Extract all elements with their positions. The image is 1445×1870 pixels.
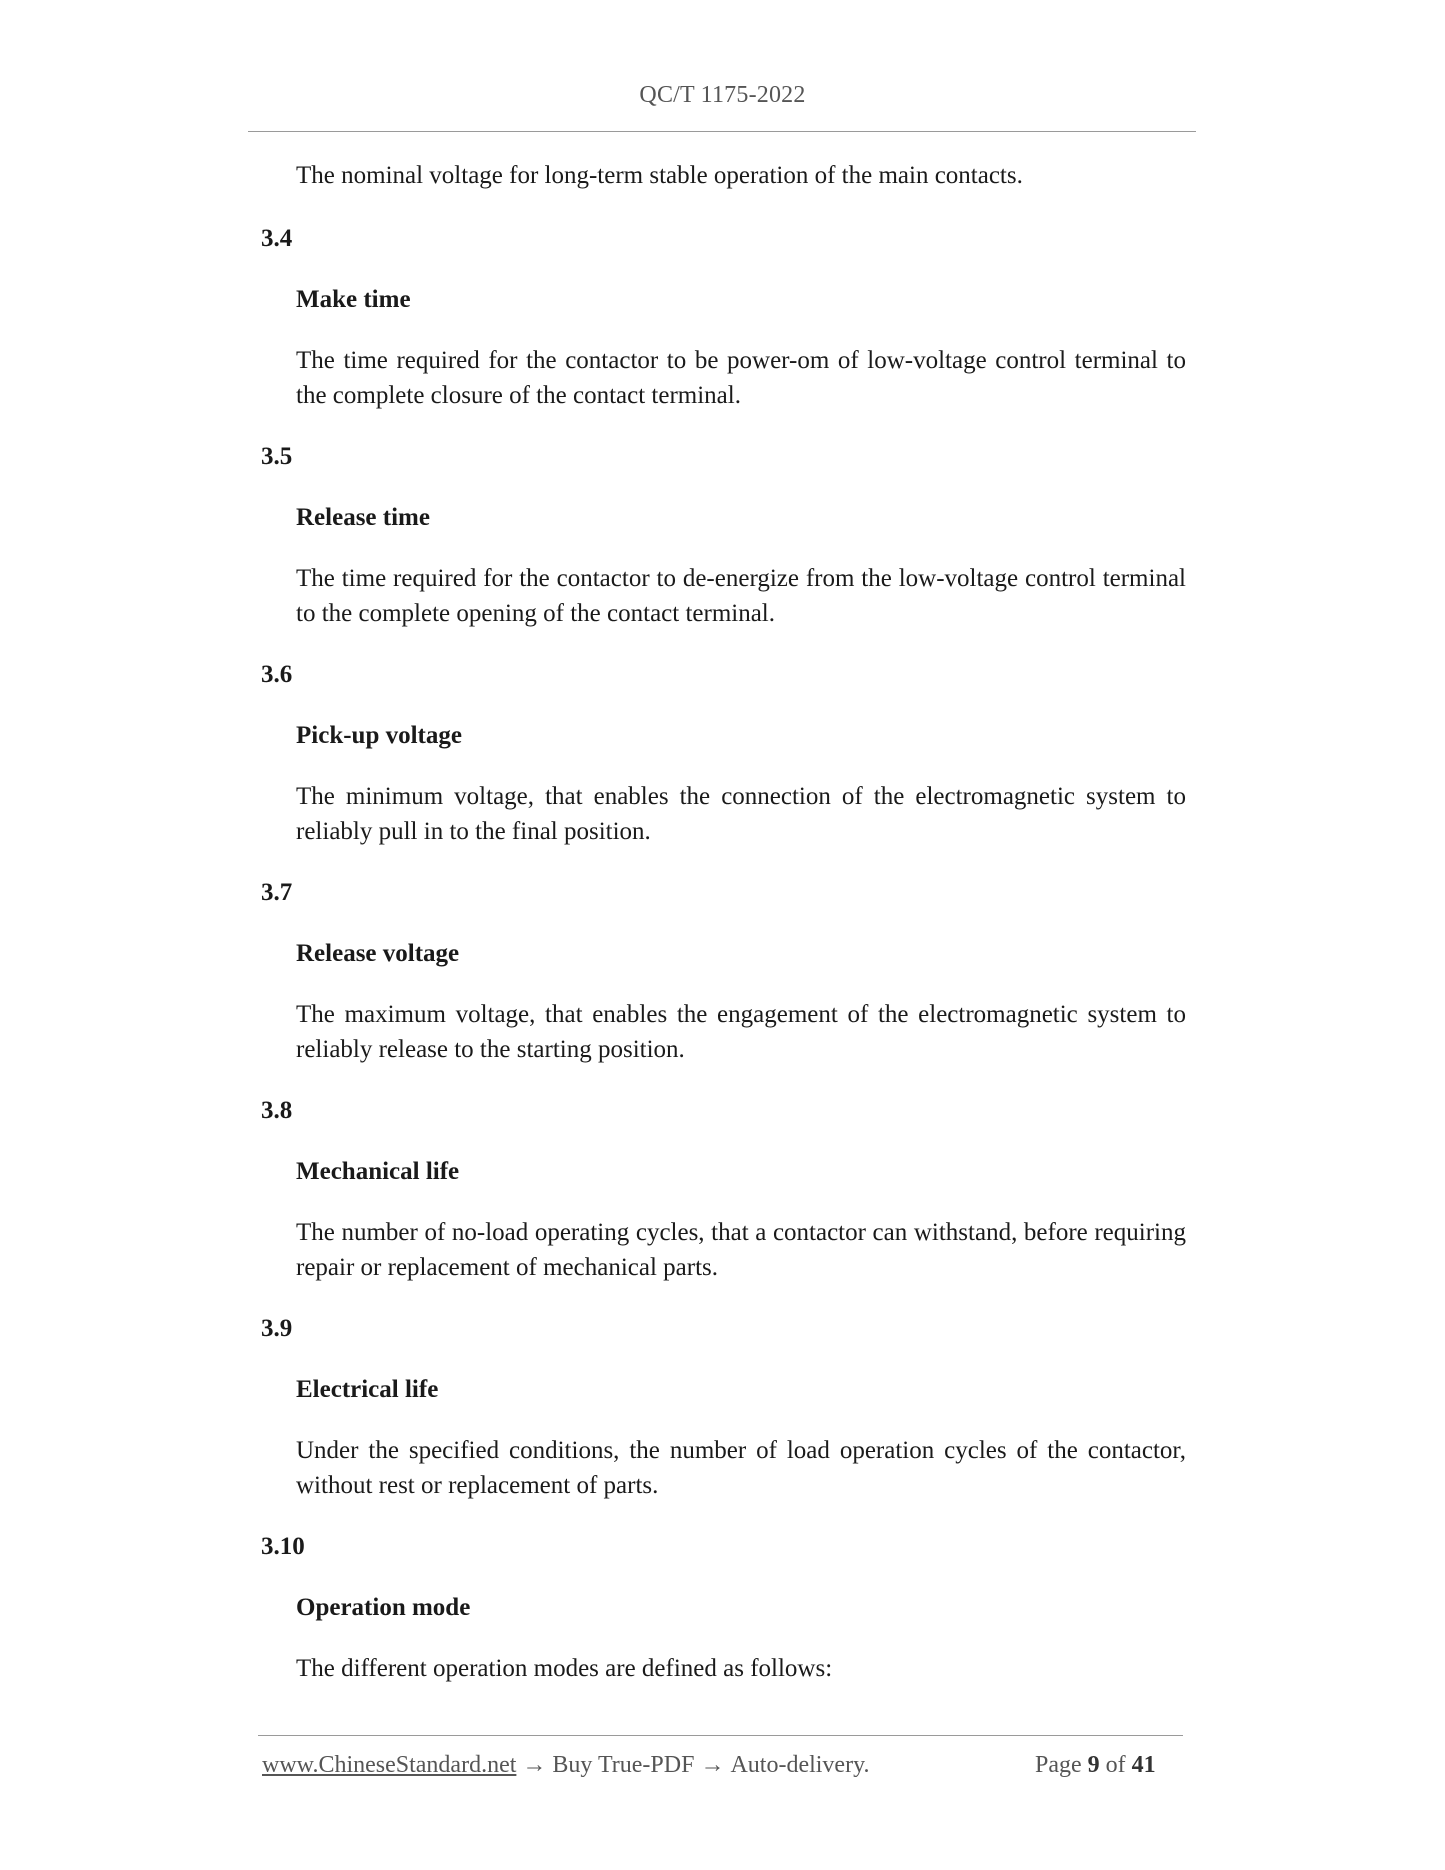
auto-delivery-text: Auto-delivery. xyxy=(730,1752,870,1778)
term-definition: The time required for the contactor to be power-om of low-voltage control terminal to the complete closure of the contact terminal. xyxy=(296,347,1186,409)
term-definition: The number of no-load operating cycles, that a contactor can withstand, before requiring repair or replacement of mechanical parts. xyxy=(296,1219,1186,1281)
term-definition: Under the specified conditions, the number of load operation cycles of the contactor, without rest or replacement of parts. xyxy=(296,1437,1186,1499)
term-heading: Mechanical life xyxy=(296,1158,460,1185)
footer-links xyxy=(262,1752,870,1779)
term-definition: The maximum voltage, that enables the engagement of the electromagnetic system to reliably release to the starting position. xyxy=(296,1001,1186,1063)
term-heading: Make time xyxy=(296,286,411,313)
term-definition: The time required for the contactor to de-energize from the low-voltage control terminal to the complete opening of the contact terminal. xyxy=(296,565,1186,627)
clause-number: 3.5 xyxy=(261,443,293,470)
term-heading: Pick-up voltage xyxy=(296,722,462,749)
arrow-right-icon: → xyxy=(700,1752,725,1778)
buy-true-pdf-text: Buy True-PDF xyxy=(552,1752,695,1778)
clause-number: 3.6 xyxy=(261,661,293,688)
clause-number: 3.4 xyxy=(261,225,293,252)
header-divider xyxy=(248,131,1196,132)
page-label: Page xyxy=(1035,1752,1082,1778)
term-heading: Operation mode xyxy=(296,1594,471,1621)
page-indicator xyxy=(1035,1752,1156,1779)
clause-number: 3.9 xyxy=(261,1315,293,1342)
term-heading: Release voltage xyxy=(296,940,460,967)
chinesestandard-site-link[interactable]: www.ChineseStandard.net xyxy=(262,1752,517,1778)
page-total-number: 41 xyxy=(1131,1752,1156,1778)
continued-definition-text: The nominal voltage for long-term stable operation of the main contacts. xyxy=(296,162,1023,189)
page-current-number: 9 xyxy=(1087,1752,1100,1778)
clause-number: 3.8 xyxy=(261,1097,293,1124)
clause-number: 3.10 xyxy=(261,1533,305,1560)
term-heading: Electrical life xyxy=(296,1376,439,1403)
arrow-right-icon: → xyxy=(522,1752,547,1778)
clause-number: 3.7 xyxy=(261,879,293,906)
footer-divider xyxy=(258,1735,1183,1736)
term-heading: Release time xyxy=(296,504,430,531)
page-of-label: of xyxy=(1105,1752,1126,1778)
document-code-header: QC/T 1175-2022 xyxy=(639,82,806,108)
term-definition: The different operation modes are defined as follows: xyxy=(296,1655,833,1682)
term-definition: The minimum voltage, that enables the connection of the electromagnetic system to reliably pull in to the final position. xyxy=(296,783,1186,845)
